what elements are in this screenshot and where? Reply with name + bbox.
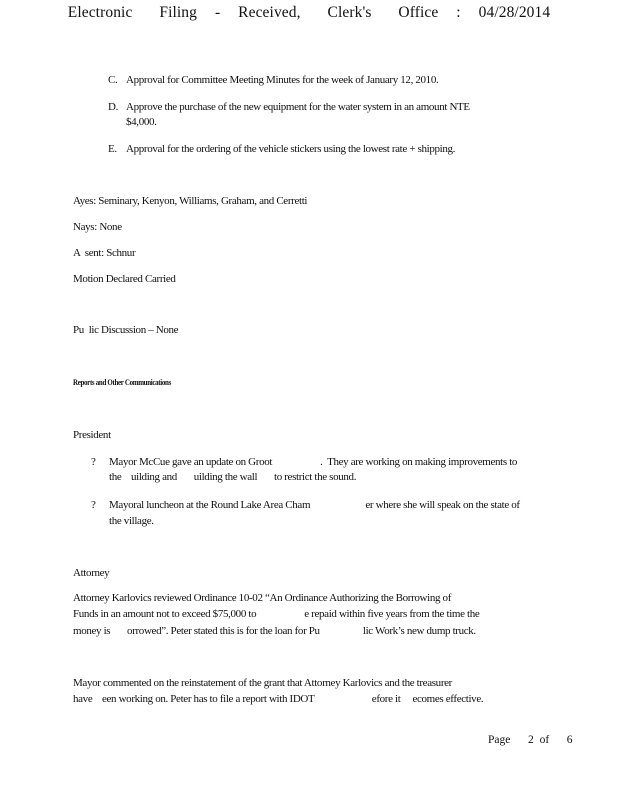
motion-result: Motion Declared Carried <box>73 273 176 285</box>
public-discussion: Pu lic Discussion – None <box>73 324 179 336</box>
president-item-text: Mayor McCue gave an update on Groot . They are working on making improvements to <box>109 456 518 468</box>
vote-ayes: Ayes: Seminary, Kenyon, Williams, Graham, and Cerretti <box>73 195 308 207</box>
attorney-paragraph-2-line-1: Mayor commented on the reinstatement of the grant that Attorney Karlovics and the treasurer <box>73 677 452 689</box>
president-item-1 <box>91 455 517 469</box>
agenda-item-e: E. Approval for the ordering of the vehicle stickers using the lowest rate + shipping. <box>108 143 456 155</box>
attorney-paragraph-1-line-1: Attorney Karlovics reviewed Ordinance 10-02 “An Ordinance Authorizing the Borrowing of <box>73 592 452 604</box>
attorney-paragraph-2-line-2: have een working on. Peter has to file a report with IDOT efore it ecomes effective. <box>73 693 484 705</box>
agenda-item-text: Approval for the ordering of the vehicle stickers using the lowest rate + shipping. <box>126 143 456 155</box>
vote-absent: A sent: Schnur <box>73 247 136 259</box>
page-number: Page 2 of 6 <box>488 734 573 746</box>
agenda-item-text: Approval for Committee Meeting Minutes for the week of January 12, 2010. <box>126 74 439 86</box>
president-item-2-continuation: the village. <box>109 515 154 527</box>
vote-nays: Nays: None <box>73 221 122 233</box>
attorney-paragraph-1-line-3: money is orrowed”. Peter stated this is for the loan for Pu lic Work’s new dump truck. <box>73 625 476 637</box>
agenda-item-c: C. Approval for Committee Meeting Minutes for the week of January 12, 2010. <box>108 74 439 86</box>
agenda-item-d: D. Approve the purchase of the new equipment for the water system in an amount NTE <box>108 101 470 113</box>
president-item-1-continuation: the uilding and uilding the wall to restrict the sound. <box>109 471 357 483</box>
bullet-marker: ? <box>91 456 96 468</box>
bullet-marker: ? <box>91 499 96 511</box>
agenda-item-d-continuation: $4,000. <box>126 116 157 128</box>
filing-header: Electronic Filing - Received, Clerk's Office : 04/28/2014 <box>67 4 551 21</box>
section-heading-president: President <box>73 429 111 441</box>
president-item-text: Mayoral luncheon at the Round Lake Area Cham er where she will speak on the state of <box>109 499 520 511</box>
section-heading-reports: Reports and Other Communications <box>73 377 172 387</box>
agenda-item-text: Approve the purchase of the new equipment for the water system in an amount NTE <box>126 101 470 113</box>
president-item-2 <box>91 498 520 512</box>
section-heading-attorney: Attorney <box>73 567 110 579</box>
attorney-paragraph-1-line-2: Funds in an amount not to exceed $75,000 to e repaid within five years from the time the <box>73 608 480 620</box>
